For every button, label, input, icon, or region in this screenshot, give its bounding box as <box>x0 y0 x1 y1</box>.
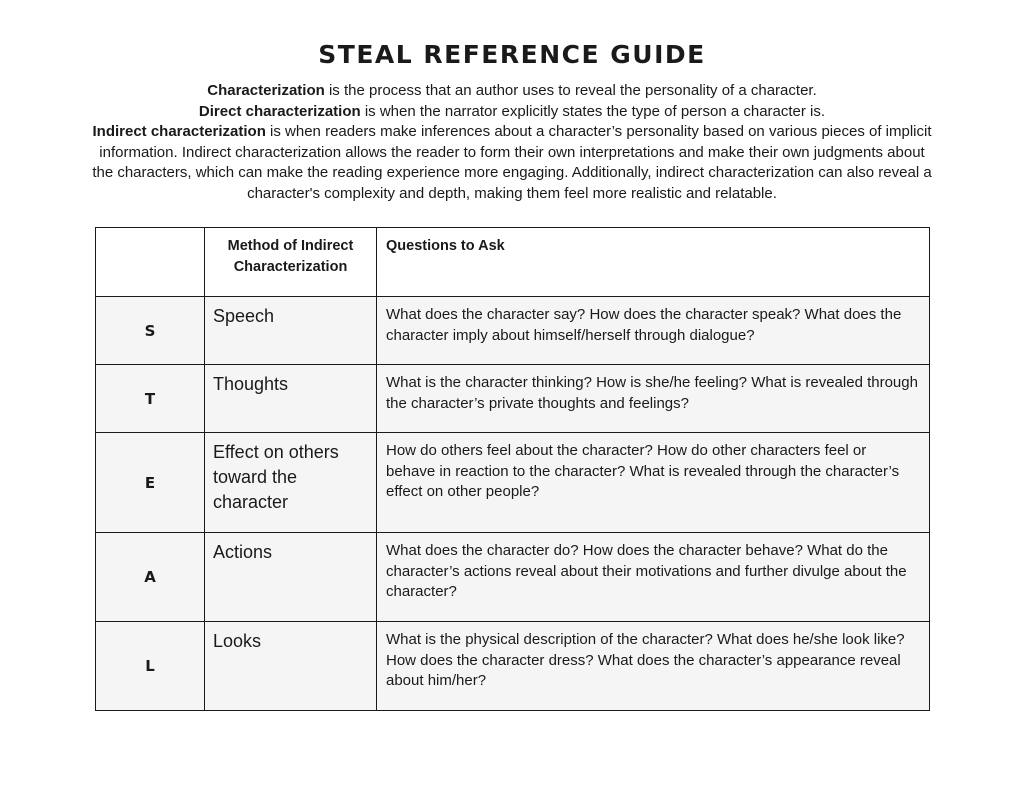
definition-characterization: is the process that an author uses to reveal the personality of a character. <box>324 82 817 99</box>
row-questions: What does the character say? How does the character speak? What does the character imply about himself/herself through dialogue? <box>377 297 930 365</box>
term-direct-characterization: Direct characterization <box>198 102 361 120</box>
table-row-looks <box>96 622 930 711</box>
row-method: Effect on others toward the character <box>205 433 377 533</box>
intro-characterization <box>92 81 932 102</box>
table-row-actions <box>96 533 930 622</box>
row-questions: What is the physical description of the character? What does he/she look like? How does the character dress? What does the character’s appearance reveal about him/her? <box>377 622 930 711</box>
intro-direct-characterization <box>92 102 932 123</box>
row-letter: T <box>96 365 205 433</box>
intro-text <box>92 81 932 205</box>
row-method: Actions <box>205 533 377 622</box>
intro-indirect-characterization <box>92 122 932 204</box>
row-questions: What does the character do? How does the character behave? What do the character’s actions reveal about their motivations and further divulge about the character? <box>377 533 930 622</box>
row-method: Speech <box>205 297 377 365</box>
definition-indirect-characterization: is when readers make inferences about a character’s personality based on various pieces of implicit information. Indirect characterization allows the reader to form their own interpretations and make their own judgments about the characters, which can make the reading experience more engaging. Additionally, indirect characterization can also reveal a character's complexity and depth, making them feel more realistic and relatable. <box>92 123 932 202</box>
row-letter: A <box>96 533 205 622</box>
definition-direct-characterization: is when the narrator explicitly states the type of person a character is. <box>360 102 826 120</box>
steal-table <box>95 227 930 711</box>
row-method: Thoughts <box>205 365 377 433</box>
table-row-speech <box>96 297 930 365</box>
row-method: Looks <box>205 622 377 711</box>
row-letter: E <box>96 433 205 533</box>
row-letter: L <box>96 622 205 711</box>
header-blank-cell <box>96 228 205 297</box>
row-questions: What is the character thinking? How is she/he feeling? What is revealed through the character’s private thoughts and feelings? <box>377 365 930 433</box>
term-indirect-characterization: Indirect characterization <box>92 123 266 141</box>
row-questions: How do others feel about the character? How do other characters feel or behave in reaction to the character? What is revealed through the character’s effect on other people? <box>377 433 930 533</box>
page-title: STEAL REFERENCE GUIDE <box>318 40 706 69</box>
term-characterization: Characterization <box>207 82 325 99</box>
row-letter: S <box>96 297 205 365</box>
table-row-effect <box>96 433 930 533</box>
header-method: Method of Indirect Characterization <box>205 228 377 297</box>
table-header-row <box>96 228 930 297</box>
header-questions: Questions to Ask <box>377 228 930 297</box>
table-row-thoughts <box>96 365 930 433</box>
